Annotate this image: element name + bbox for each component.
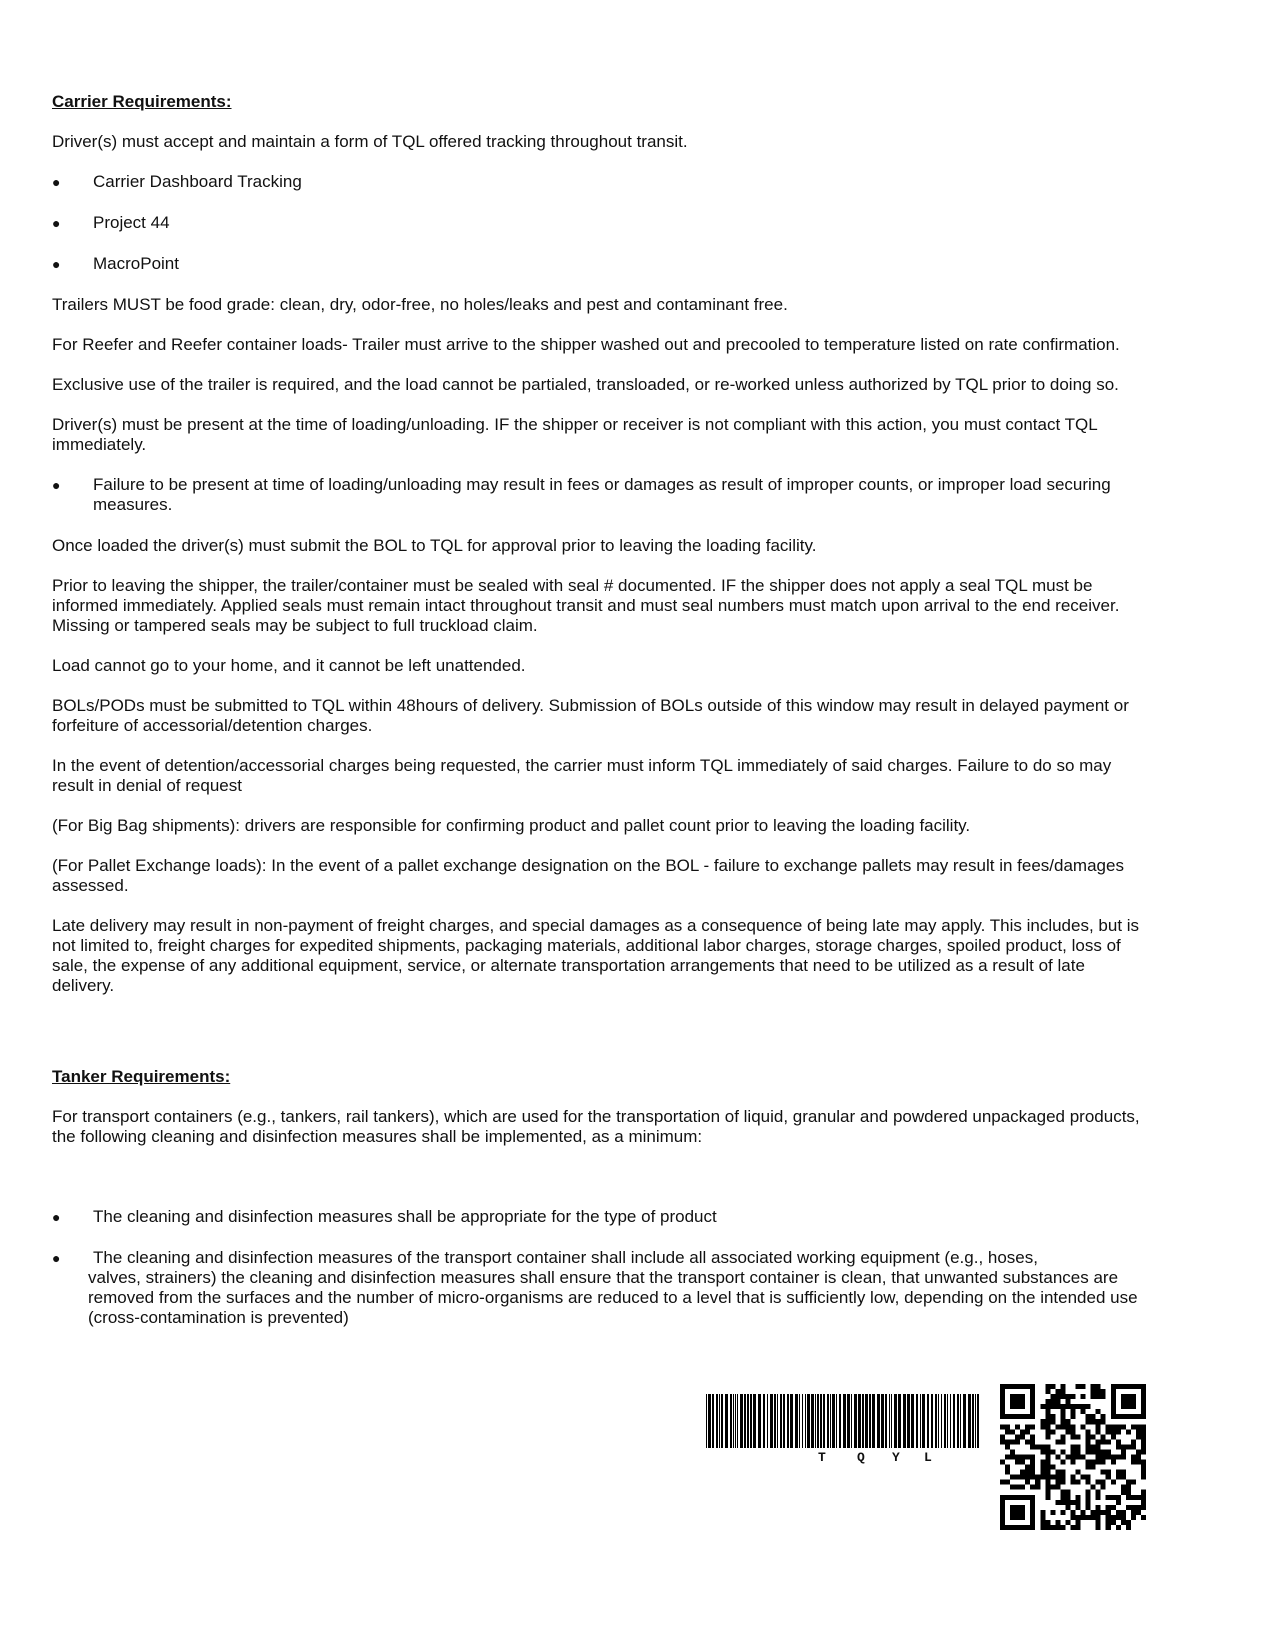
tracking-option <box>52 172 1142 192</box>
section-spacer <box>52 1016 1142 1067</box>
exclusive-use-paragraph: Exclusive use of the trailer is required, and the load cannot be partialed, transloaded, or re-worked unless authorized by TQL prior to doing so. <box>52 375 1119 394</box>
trailers-paragraph: Trailers MUST be food grade: clean, dry, odor-free, no holes/leaks and pest and contaminant free. <box>52 295 788 314</box>
bullet-dot: ● <box>52 174 61 190</box>
barcode-letter: T <box>818 1450 826 1465</box>
bols-pods-paragraph: BOLs/PODs must be submitted to TQL within 48hours of delivery. Submission of BOLs outside of this window may result in delayed payment or forfeiture of accessorial/detention charges. <box>52 696 1129 735</box>
document-codes <box>706 1384 1146 1530</box>
barcode-letters <box>706 1450 980 1466</box>
presence-bullet <box>52 475 1142 515</box>
tanker-bullet-text-first: The cleaning and disinfection measures of the transport container shall include all associated working equipment (e.g., hoses, <box>93 1248 1038 1267</box>
tracking-intro: Driver(s) must accept and maintain a form of TQL offered tracking throughout transit. <box>52 132 688 151</box>
bullet-dot: ● <box>52 1250 61 1266</box>
tanker-bullet <box>52 1248 1142 1328</box>
bullet-dot: ● <box>52 256 61 272</box>
bullet-dot: ● <box>52 215 61 231</box>
bullet-dot: ● <box>52 477 61 493</box>
seal-paragraph: Prior to leaving the shipper, the trailer/container must be sealed with seal # documented. IF the shipper does not apply a seal TQL must be informed immediately. Applied seals must remain intact throughout transit and must seal numbers must match upon arrival to the end receiver. Missing or tampered seals may be subject to full truckload claim. <box>52 576 1120 635</box>
qr-code <box>1000 1384 1146 1530</box>
reefer-paragraph: For Reefer and Reefer container loads- Trailer must arrive to the shipper washed out and precooled to temperature listed on rate confirmation. <box>52 335 1120 354</box>
big-bag-paragraph: (For Big Bag shipments): drivers are responsible for confirming product and pallet count prior to leaving the loading facility. <box>52 816 971 835</box>
carrier-requirements-heading: Carrier Requirements: <box>52 92 232 111</box>
tanker-bullet <box>52 1207 1142 1227</box>
late-delivery-paragraph: Late delivery may result in non-payment of freight charges, and special damages as a consequence of being late may apply. This includes, but is not limited to, freight charges for expedited shipments, packaging materials, additional labor charges, storage charges, spoiled product, loss of sale, the expense of any additional equipment, service, or alternate transportation arrangements that need to be utilized as a result of late delivery. <box>52 916 1140 995</box>
tanker-intro: For transport containers (e.g., tankers, rail tankers), which are used for the transportation of liquid, granular and powdered unpackaged products, the following cleaning and disinfection measures shall be implemented, as a minimum: <box>52 1107 1140 1146</box>
tracking-option-label: Project 44 <box>93 213 170 232</box>
tanker-requirements-heading: Tanker Requirements: <box>52 1067 231 1086</box>
unattended-paragraph: Load cannot go to your home, and it cannot be left unattended. <box>52 656 526 675</box>
barcode-letter: Y <box>892 1450 900 1465</box>
barcode-letter: L <box>924 1450 932 1465</box>
bol-submit-paragraph: Once loaded the driver(s) must submit the BOL to TQL for approval prior to leaving the loading facility. <box>52 536 817 555</box>
presence-bullet-text: Failure to be present at time of loading/unloading may result in fees or damages as result of improper counts, or improper load securing measures. <box>93 475 1111 514</box>
tracking-option-label: Carrier Dashboard Tracking <box>93 172 302 191</box>
driver-presence-paragraph: Driver(s) must be present at the time of loading/unloading. IF the shipper or receiver is not compliant with this action, you must contact TQL immediately. <box>52 415 1098 454</box>
tanker-bullet-text-rest: valves, strainers) the cleaning and disinfection measures shall ensure that the transport container is clean, that unwanted substances are removed from the surfaces and the number of micro-organisms are reduced to a level that is sufficiently low, depending on the intended use (cross-contamination is prevented) <box>88 1268 1138 1327</box>
detention-paragraph: In the event of detention/accessorial charges being requested, the carrier must inform TQL immediately of said charges. Failure to do so may result in denial of request <box>52 756 1112 795</box>
pallet-exchange-paragraph: (For Pallet Exchange loads): In the event of a pallet exchange designation on the BOL - failure to exchange pallets may result in fees/damages assessed. <box>52 856 1124 895</box>
tanker-bullet-text: The cleaning and disinfection measures shall be appropriate for the type of product <box>93 1207 717 1226</box>
tracking-option <box>52 213 1142 233</box>
barcode <box>706 1394 980 1448</box>
barcode-letter: Q <box>857 1450 865 1465</box>
tracking-option <box>52 254 1142 274</box>
bullet-dot: ● <box>52 1209 61 1225</box>
document-page <box>52 92 1142 1349</box>
tracking-option-label: MacroPoint <box>93 254 179 273</box>
section-spacer <box>52 1167 1142 1207</box>
